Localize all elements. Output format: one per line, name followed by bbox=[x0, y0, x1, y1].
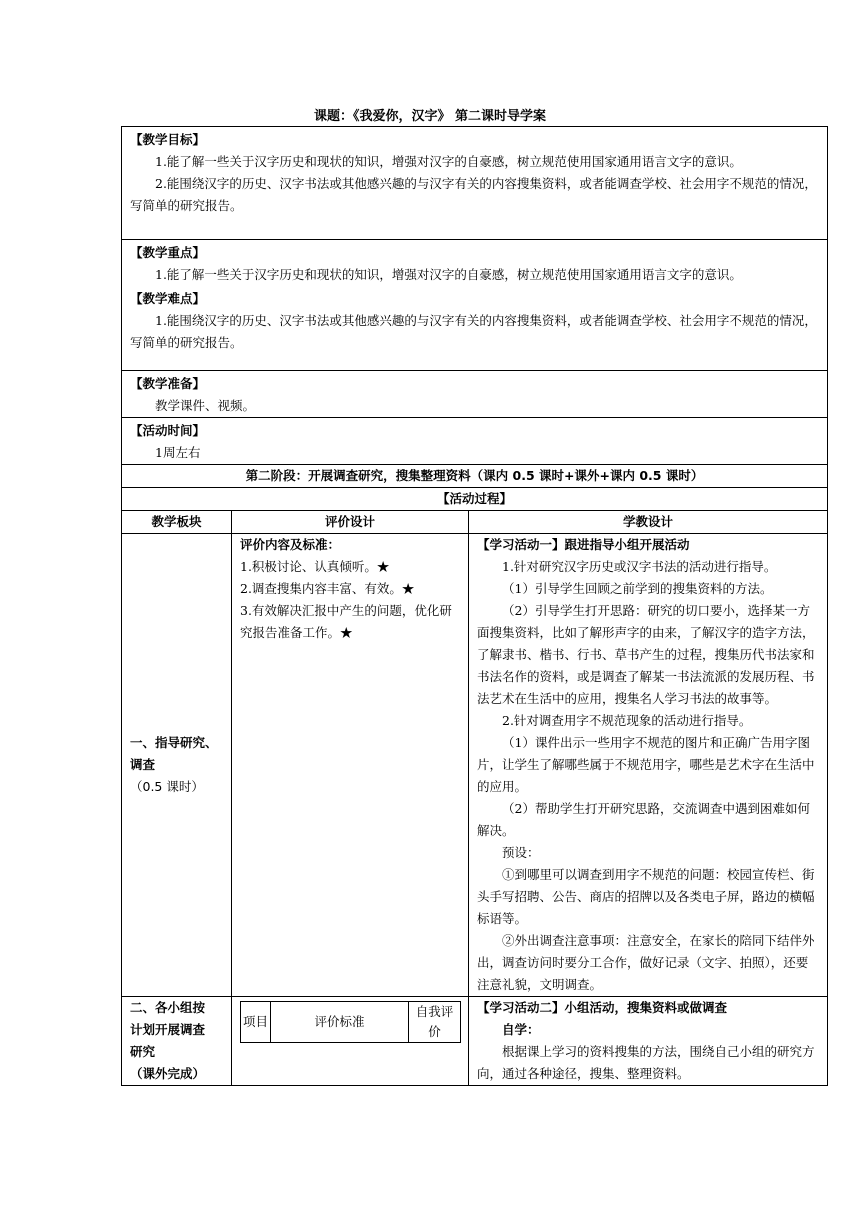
module-label: 调查 bbox=[130, 757, 156, 772]
evaluation-cell bbox=[232, 997, 469, 1086]
process-heading-row bbox=[122, 488, 828, 511]
inner-header: 项目 bbox=[241, 1002, 271, 1043]
goal-item: 1.能了解一些关于汉字历史和现状的知识，增强对汉字的自豪感，树立规范使用国家通用语言文字的意识。 bbox=[155, 154, 742, 169]
difficulty-item: 1.能围绕汉字的历史、汉字书法或其他感兴趣的与汉字有关的内容搜集资料，或者能调查学校、社会用字不规范的情况，写简单的研究报告。 bbox=[130, 313, 817, 350]
activity-time-heading: 【活动时间】 bbox=[130, 423, 206, 438]
teaching-design-cell bbox=[469, 534, 828, 997]
activity-paragraph: 1.针对研究汉字历史或汉字书法的活动进行指导。 bbox=[502, 559, 777, 574]
key-point-item: 1.能了解一些关于汉字历史和现状的知识，增强对汉字的自豪感，树立规范使用国家通用语言文字的意识。 bbox=[155, 267, 742, 282]
lesson-plan-table bbox=[121, 126, 828, 1086]
self-evaluation-header-row bbox=[241, 1002, 461, 1043]
module-label: 一、指导研究、 bbox=[130, 735, 218, 750]
activity-paragraph: （1）引导学生回顾之前学到的搜集资料的方法。 bbox=[502, 581, 773, 596]
stage-row bbox=[122, 465, 828, 488]
module-label: 研究 bbox=[130, 1044, 156, 1059]
column-header: 评价设计 bbox=[232, 511, 469, 534]
evaluation-item: 2.调查搜集内容丰富、有效。★ bbox=[240, 581, 415, 596]
page-title: 课题：《我爱你，汉字》 第二课时导学案 bbox=[313, 109, 547, 124]
preparation-heading: 【教学准备】 bbox=[130, 376, 206, 391]
column-header: 教学板块 bbox=[122, 511, 232, 534]
preparation-row bbox=[122, 371, 828, 418]
module-cell bbox=[122, 997, 232, 1086]
activity-row-1 bbox=[122, 534, 828, 997]
column-header: 学教设计 bbox=[469, 511, 828, 534]
activity-paragraph: 预设： bbox=[502, 845, 540, 860]
activity-paragraph: （1）课件出示一些用字不规范的图片和正确广告用字图片，让学生了解哪些属于不规范用字，哪些是艺术字在生活中的应用。 bbox=[477, 735, 815, 794]
activity-paragraph: （2）引导学生打开思路：研究的切口要小，选择某一方面搜集资料，比如了解形声字的由来，了解汉字的造字方法，了解隶书、楷书、行书、草书产生的过程，搜集历代书法家和书法名作的资料，或是调查了解某一书法流派的发展历程、书法艺术在生活中的应用，搜集名人学习书法的故事等。 bbox=[477, 603, 815, 706]
activity-heading: 【学习活动二】小组活动，搜集资料或做调查 bbox=[477, 1000, 728, 1015]
module-label: （课外完成） bbox=[130, 1066, 206, 1081]
module-label: 二、各小组按 bbox=[130, 1000, 206, 1015]
self-evaluation-table bbox=[240, 1001, 461, 1043]
self-study-heading: 自学： bbox=[502, 1022, 540, 1037]
preparation-item: 教学课件、视频。 bbox=[155, 398, 256, 413]
module-cell bbox=[122, 534, 232, 997]
activity-paragraph: （2）帮助学生打开研究思路，交流调查中遇到困难如何解决。 bbox=[477, 801, 810, 838]
inner-header: 自我评价 bbox=[409, 1002, 461, 1043]
process-heading: 【活动过程】 bbox=[122, 488, 828, 511]
goal-item: 2.能围绕汉字的历史、汉字书法或其他感兴趣的与汉字有关的内容搜集资料，或者能调查学校、社会用字不规范的情况，写简单的研究报告。 bbox=[130, 176, 817, 213]
goals-heading: 【教学目标】 bbox=[130, 132, 206, 147]
activity-paragraph: 根据课上学习的资料搜集的方法，围绕自己小组的研究方向，通过各种途径，搜集、整理资料。 bbox=[477, 1044, 815, 1081]
column-header-row bbox=[122, 511, 828, 534]
activity-paragraph: 2.针对调查用字不规范现象的活动进行指导。 bbox=[502, 713, 752, 728]
teaching-design-cell bbox=[469, 997, 828, 1086]
goals-row bbox=[122, 127, 828, 240]
difficulties-heading: 【教学难点】 bbox=[130, 291, 206, 306]
key-points-heading: 【教学重点】 bbox=[130, 245, 206, 260]
module-label: （0.5 课时） bbox=[130, 779, 204, 794]
evaluation-item: 3.有效解决汇报中产生的问题，优化研究报告准备工作。★ bbox=[240, 603, 452, 640]
activity-time-row bbox=[122, 418, 828, 465]
evaluation-cell bbox=[232, 534, 469, 997]
inner-header: 评价标准 bbox=[271, 1002, 409, 1043]
evaluation-heading: 评价内容及标准： bbox=[240, 537, 341, 552]
key-difficulty-row bbox=[122, 240, 828, 371]
activity-paragraph: ①到哪里可以调查到用字不规范的问题：校园宣传栏、街头手写招聘、公告、商店的招牌以及各类电子屏，路边的横幅标语等。 bbox=[477, 867, 815, 926]
activity-time-item: 1周左右 bbox=[155, 445, 201, 460]
activity-paragraph: ②外出调查注意事项：注意安全，在家长的陪同下结伴外出，调查访问时要分工合作，做好记录（文字、拍照），还要注意礼貌，文明调查。 bbox=[477, 933, 815, 992]
activity-heading: 【学习活动一】跟进指导小组开展活动 bbox=[477, 537, 690, 552]
stage-title: 第二阶段：开展调查研究，搜集整理资料（课内 0.5 课时+课外+课内 0.5 课时） bbox=[122, 465, 828, 488]
activity-row-2 bbox=[122, 997, 828, 1086]
evaluation-item: 1.积极讨论、认真倾听。★ bbox=[240, 559, 390, 574]
module-label: 计划开展调查 bbox=[130, 1022, 206, 1037]
